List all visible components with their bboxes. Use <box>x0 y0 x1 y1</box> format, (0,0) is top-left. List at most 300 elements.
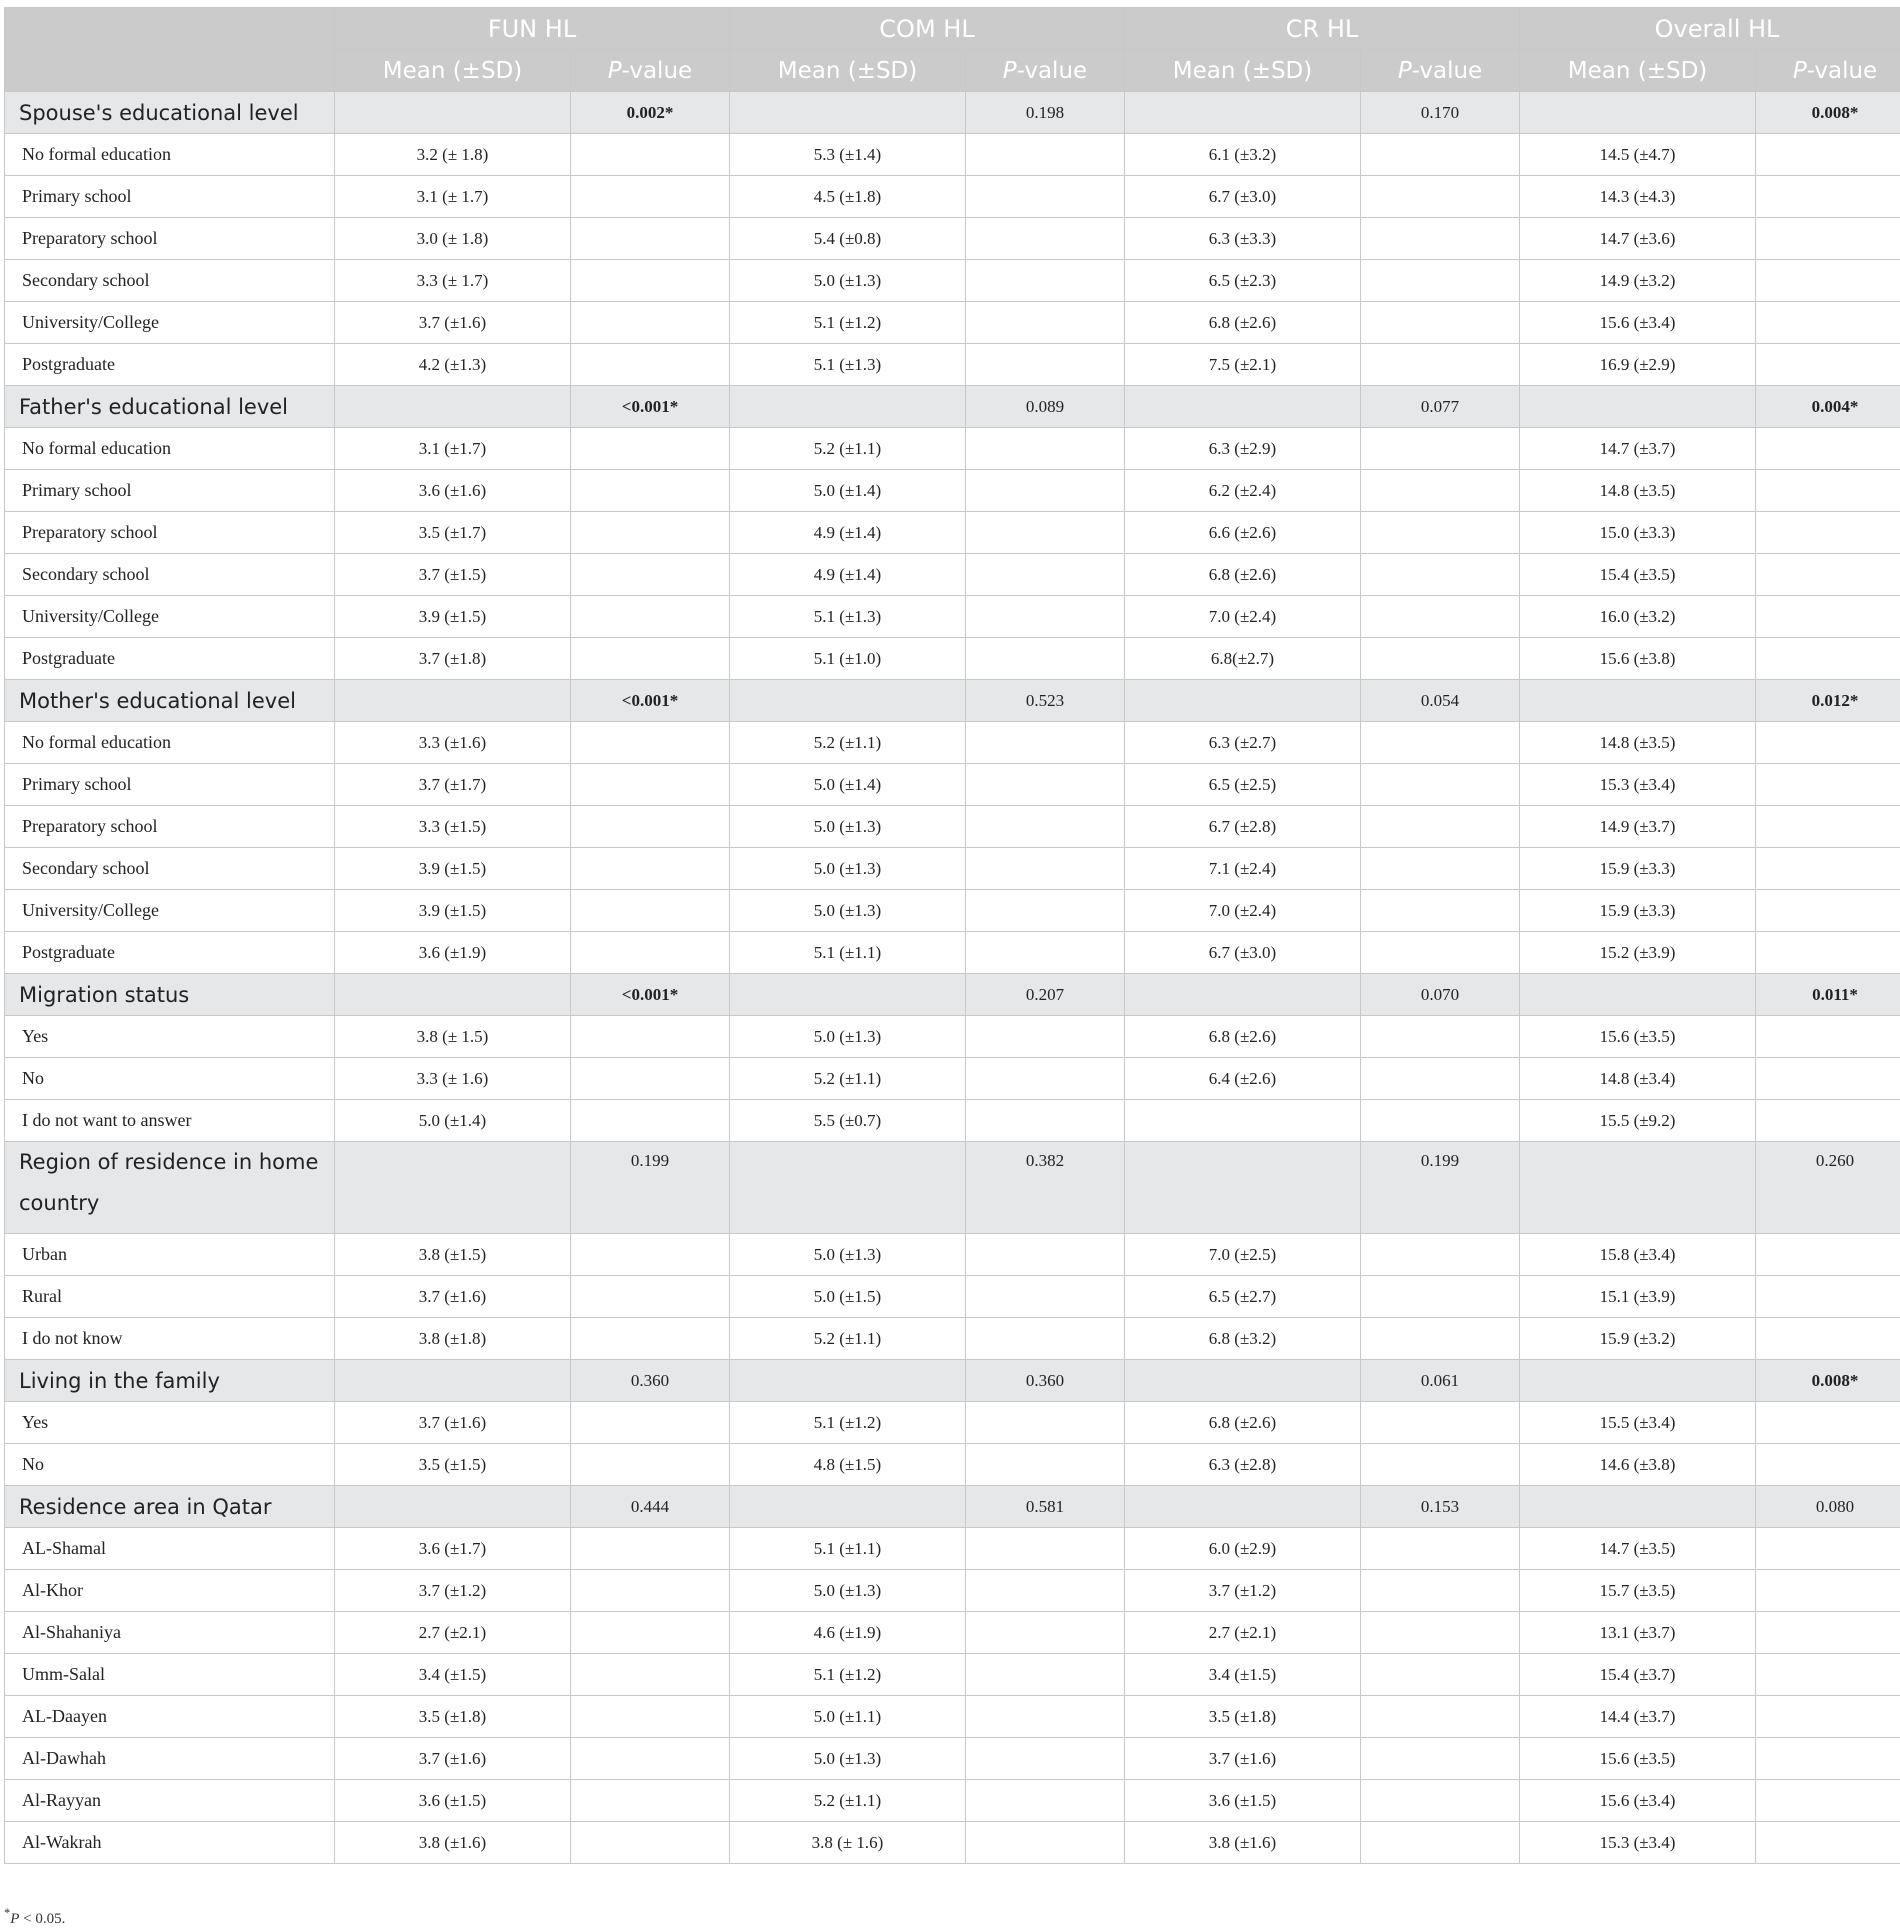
row-label: University/College <box>5 302 335 344</box>
row-label: Primary school <box>5 764 335 806</box>
p-value-cell-empty <box>1756 890 1900 932</box>
p-value-cell-empty <box>1361 596 1520 638</box>
mean-sd-cell: 15.9 (±3.3) <box>1520 848 1756 890</box>
p-value-cell-empty <box>1756 1528 1900 1570</box>
section-header-row <box>5 386 1900 428</box>
p-value-cell-empty <box>966 554 1125 596</box>
section-p-value: 0.012* <box>1756 680 1900 722</box>
mean-sd-cell: 6.4 (±2.6) <box>1125 1058 1361 1100</box>
p-value-cell-empty <box>571 176 730 218</box>
mean-sd-cell: 6.3 (±2.8) <box>1125 1444 1361 1486</box>
mean-sd-cell: 15.6 (±3.5) <box>1520 1016 1756 1058</box>
section-p-value: 0.004* <box>1756 386 1900 428</box>
health-literacy-table <box>4 7 1900 1864</box>
mean-sd-cell: 3.7 (±1.6) <box>335 302 571 344</box>
section-p-value: 0.080 <box>1756 1486 1900 1528</box>
table-row <box>5 260 1900 302</box>
section-mean-empty <box>1520 1360 1756 1402</box>
table-row <box>5 806 1900 848</box>
p-value-cell-empty <box>1361 764 1520 806</box>
p-value-cell-empty <box>1361 1234 1520 1276</box>
p-value-cell-empty <box>966 722 1125 764</box>
mean-sd-cell: 3.7 (±1.2) <box>335 1570 571 1612</box>
mean-sd-cell: 3.7 (±1.8) <box>335 638 571 680</box>
p-value-cell-empty <box>571 638 730 680</box>
section-p-value: 0.199 <box>1361 1142 1520 1234</box>
p-value-cell-empty <box>966 1528 1125 1570</box>
row-label: Preparatory school <box>5 806 335 848</box>
section-p-value: 0.199 <box>571 1142 730 1234</box>
section-p-value: 0.077 <box>1361 386 1520 428</box>
row-label: AL-Daayen <box>5 1696 335 1738</box>
section-p-value: 0.008* <box>1756 1360 1900 1402</box>
mean-sd-cell: 4.8 (±1.5) <box>730 1444 966 1486</box>
mean-sd-cell: 3.7 (±1.6) <box>335 1402 571 1444</box>
p-value-cell-empty <box>1756 1738 1900 1780</box>
mean-sd-cell: 6.0 (±2.9) <box>1125 1528 1361 1570</box>
p-value-cell-empty <box>1756 344 1900 386</box>
row-label: Postgraduate <box>5 344 335 386</box>
mean-sd-cell: 6.8(±2.7) <box>1125 638 1361 680</box>
p-value-cell-empty <box>571 932 730 974</box>
mean-sd-cell: 14.7 (±3.7) <box>1520 428 1756 470</box>
row-label: Yes <box>5 1016 335 1058</box>
p-value-cell-empty <box>571 344 730 386</box>
mean-sd-cell: 5.1 (±1.1) <box>730 1528 966 1570</box>
mean-sd-cell: 15.4 (±3.5) <box>1520 554 1756 596</box>
p-value-cell-empty <box>1361 1100 1520 1142</box>
p-value-cell-empty <box>1756 1444 1900 1486</box>
section-label: Mother's educational level <box>5 680 335 722</box>
p-value-cell-empty <box>1756 1780 1900 1822</box>
table-row <box>5 218 1900 260</box>
p-value-cell-empty <box>966 764 1125 806</box>
table-row <box>5 932 1900 974</box>
mean-sd-cell: 5.1 (±1.0) <box>730 638 966 680</box>
row-label: Al-Rayyan <box>5 1780 335 1822</box>
mean-sd-cell: 14.9 (±3.2) <box>1520 260 1756 302</box>
section-p-value: 0.382 <box>966 1142 1125 1234</box>
p-value-cell-empty <box>1756 512 1900 554</box>
section-label: Region of residence in home country <box>5 1142 335 1234</box>
p-value-cell-empty <box>966 638 1125 680</box>
mean-sd-cell: 3.6 (±1.6) <box>335 470 571 512</box>
mean-sd-cell: 3.5 (±1.5) <box>335 1444 571 1486</box>
section-mean-empty <box>730 1142 966 1234</box>
p-value-cell-empty <box>1361 1528 1520 1570</box>
section-p-value: 0.070 <box>1361 974 1520 1016</box>
p-value-cell-empty <box>571 1738 730 1780</box>
row-label: Urban <box>5 1234 335 1276</box>
p-value-cell-empty <box>966 1276 1125 1318</box>
p-value-cell-empty <box>1361 1016 1520 1058</box>
section-header-row <box>5 1486 1900 1528</box>
section-p-value: <0.001* <box>571 680 730 722</box>
mean-sd-cell: 3.3 (± 1.7) <box>335 260 571 302</box>
mean-sd-cell: 15.5 (±9.2) <box>1520 1100 1756 1142</box>
mean-sd-cell: 5.1 (±1.2) <box>730 302 966 344</box>
p-value-cell-empty <box>1361 722 1520 764</box>
section-mean-empty <box>1125 1142 1361 1234</box>
p-value-cell-empty <box>571 1822 730 1864</box>
p-value-header <box>1756 50 1900 92</box>
mean-sd-cell: 4.9 (±1.4) <box>730 554 966 596</box>
section-p-value: 0.523 <box>966 680 1125 722</box>
section-header-row <box>5 974 1900 1016</box>
p-value-cell-empty <box>1756 176 1900 218</box>
p-value-suffix: -value <box>622 58 693 84</box>
mean-sd-cell: 3.5 (±1.8) <box>335 1696 571 1738</box>
mean-sd-cell: 15.7 (±3.5) <box>1520 1570 1756 1612</box>
p-value-cell-empty <box>1756 638 1900 680</box>
p-value-cell-empty <box>1361 806 1520 848</box>
p-value-cell-empty <box>1756 1654 1900 1696</box>
table-row <box>5 1100 1900 1142</box>
p-value-cell-empty <box>1361 176 1520 218</box>
table-row <box>5 554 1900 596</box>
mean-sd-cell: 5.0 (±1.4) <box>730 764 966 806</box>
table-row <box>5 428 1900 470</box>
table-row <box>5 1822 1900 1864</box>
group-header: Overall HL <box>1520 8 1900 50</box>
mean-sd-cell: 2.7 (±2.1) <box>335 1612 571 1654</box>
mean-sd-cell: 7.0 (±2.4) <box>1125 596 1361 638</box>
section-mean-empty <box>1125 1486 1361 1528</box>
p-value-cell-empty <box>1756 1058 1900 1100</box>
p-value-cell-empty <box>571 1318 730 1360</box>
p-value-cell-empty <box>966 134 1125 176</box>
p-value-cell-empty <box>966 1612 1125 1654</box>
mean-sd-cell: 6.8 (±3.2) <box>1125 1318 1361 1360</box>
mean-sd-cell: 15.9 (±3.2) <box>1520 1318 1756 1360</box>
table-row <box>5 1570 1900 1612</box>
p-value-suffix: -value <box>1017 58 1088 84</box>
p-value-cell-empty <box>966 470 1125 512</box>
p-value-cell-empty <box>1361 554 1520 596</box>
p-value-cell-empty <box>571 218 730 260</box>
section-label: Residence area in Qatar <box>5 1486 335 1528</box>
mean-sd-cell: 3.7 (±1.2) <box>1125 1570 1361 1612</box>
p-value-cell-empty <box>1361 428 1520 470</box>
p-value-cell-empty <box>571 1444 730 1486</box>
section-p-value: 0.008* <box>1756 92 1900 134</box>
section-mean-empty <box>730 386 966 428</box>
table-row <box>5 1318 1900 1360</box>
p-value-cell-empty <box>966 1058 1125 1100</box>
mean-sd-cell: 15.4 (±3.7) <box>1520 1654 1756 1696</box>
row-label: No formal education <box>5 428 335 470</box>
mean-sd-cell: 6.8 (±2.6) <box>1125 1402 1361 1444</box>
mean-sd-cell: 5.3 (±1.4) <box>730 134 966 176</box>
section-p-value: 0.260 <box>1756 1142 1900 1234</box>
p-value-cell-empty <box>966 596 1125 638</box>
p-value-cell-empty <box>966 890 1125 932</box>
p-value-cell-empty <box>571 1696 730 1738</box>
section-label: Spouse's educational level <box>5 92 335 134</box>
p-value-cell-empty <box>1756 218 1900 260</box>
section-mean-empty <box>1520 386 1756 428</box>
mean-sd-cell: 7.0 (±2.4) <box>1125 890 1361 932</box>
p-value-cell-empty <box>1756 1696 1900 1738</box>
mean-sd-cell: 6.8 (±2.6) <box>1125 554 1361 596</box>
section-p-value: 0.061 <box>1361 1360 1520 1402</box>
p-value-cell-empty <box>966 932 1125 974</box>
p-value-cell-empty <box>1756 134 1900 176</box>
mean-sd-cell <box>1125 1100 1361 1142</box>
table-row <box>5 134 1900 176</box>
row-label: No <box>5 1444 335 1486</box>
p-value-cell-empty <box>1361 260 1520 302</box>
mean-sd-cell: 5.0 (±1.3) <box>730 890 966 932</box>
mean-sd-cell: 14.8 (±3.5) <box>1520 722 1756 764</box>
row-label: Rural <box>5 1276 335 1318</box>
section-p-value: 0.581 <box>966 1486 1125 1528</box>
mean-sd-cell: 3.4 (±1.5) <box>335 1654 571 1696</box>
p-value-cell-empty <box>571 260 730 302</box>
mean-sd-cell: 3.6 (±1.5) <box>1125 1780 1361 1822</box>
p-value-cell-empty <box>571 1402 730 1444</box>
table-row <box>5 1016 1900 1058</box>
p-value-cell-empty <box>966 1654 1125 1696</box>
p-value-cell-empty <box>571 512 730 554</box>
p-value-cell-empty <box>1756 1276 1900 1318</box>
row-label: AL-Shamal <box>5 1528 335 1570</box>
section-mean-empty <box>1520 1142 1756 1234</box>
mean-sd-cell: 5.1 (±1.2) <box>730 1402 966 1444</box>
mean-sd-cell: 5.2 (±1.1) <box>730 1318 966 1360</box>
mean-sd-cell: 5.0 (±1.3) <box>730 1016 966 1058</box>
p-value-cell-empty <box>1756 260 1900 302</box>
table-row <box>5 1780 1900 1822</box>
section-header-row <box>5 92 1900 134</box>
p-value-cell-empty <box>966 1780 1125 1822</box>
p-value-cell-empty <box>571 764 730 806</box>
p-value-cell-empty <box>1361 1822 1520 1864</box>
mean-sd-header: Mean (±SD) <box>1520 50 1756 92</box>
p-value-cell-empty <box>1361 932 1520 974</box>
p-value-cell-empty <box>571 722 730 764</box>
mean-sd-cell: 14.7 (±3.6) <box>1520 218 1756 260</box>
row-label: No formal education <box>5 722 335 764</box>
p-value-cell-empty <box>966 1696 1125 1738</box>
p-value-cell-empty <box>966 428 1125 470</box>
p-value-cell-empty <box>966 806 1125 848</box>
mean-sd-cell: 3.7 (±1.7) <box>335 764 571 806</box>
mean-sd-cell: 14.7 (±3.5) <box>1520 1528 1756 1570</box>
mean-sd-cell: 4.5 (±1.8) <box>730 176 966 218</box>
section-mean-empty <box>730 92 966 134</box>
p-value-cell-empty <box>571 806 730 848</box>
group-header: CR HL <box>1125 8 1520 50</box>
p-value-cell-empty <box>966 1738 1125 1780</box>
mean-sd-cell: 13.1 (±3.7) <box>1520 1612 1756 1654</box>
mean-sd-cell: 15.5 (±3.4) <box>1520 1402 1756 1444</box>
mean-sd-cell: 3.3 (±1.5) <box>335 806 571 848</box>
footnote-p-symbol: P <box>10 1911 19 1927</box>
p-value-cell-empty <box>1756 1234 1900 1276</box>
table-row <box>5 1528 1900 1570</box>
mean-sd-cell: 3.5 (±1.8) <box>1125 1696 1361 1738</box>
table-row <box>5 1738 1900 1780</box>
mean-sd-cell: 3.1 (± 1.7) <box>335 176 571 218</box>
mean-sd-cell: 7.0 (±2.5) <box>1125 1234 1361 1276</box>
footnote-text: < 0.05. <box>19 1911 65 1927</box>
mean-sd-cell: 5.4 (±0.8) <box>730 218 966 260</box>
p-value-cell-empty <box>1361 344 1520 386</box>
mean-sd-cell: 3.3 (± 1.6) <box>335 1058 571 1100</box>
table-row <box>5 890 1900 932</box>
section-mean-empty <box>335 386 571 428</box>
p-value-cell-empty <box>1361 1318 1520 1360</box>
row-label: Yes <box>5 1402 335 1444</box>
p-value-cell-empty <box>966 1234 1125 1276</box>
section-mean-empty <box>335 1360 571 1402</box>
section-mean-empty <box>1125 680 1361 722</box>
mean-sd-cell: 3.6 (±1.7) <box>335 1528 571 1570</box>
row-label: Al-Shahaniya <box>5 1612 335 1654</box>
p-value-cell-empty <box>571 1100 730 1142</box>
row-label: Umm-Salal <box>5 1654 335 1696</box>
footnote-mark: * <box>4 1906 10 1920</box>
mean-sd-cell: 5.1 (±1.2) <box>730 1654 966 1696</box>
mean-sd-cell: 5.0 (±1.3) <box>730 806 966 848</box>
mean-sd-cell: 7.1 (±2.4) <box>1125 848 1361 890</box>
row-label: No formal education <box>5 134 335 176</box>
section-mean-empty <box>335 1142 571 1234</box>
p-value-cell-empty <box>966 1100 1125 1142</box>
mean-sd-cell: 5.2 (±1.1) <box>730 722 966 764</box>
mean-sd-cell: 14.8 (±3.4) <box>1520 1058 1756 1100</box>
mean-sd-cell: 5.5 (±0.7) <box>730 1100 966 1142</box>
mean-sd-cell: 3.4 (±1.5) <box>1125 1654 1361 1696</box>
p-value-cell-empty <box>1361 1612 1520 1654</box>
p-value-cell-empty <box>571 1234 730 1276</box>
p-value-cell-empty <box>1756 806 1900 848</box>
section-mean-empty <box>1520 974 1756 1016</box>
p-value-cell-empty <box>571 554 730 596</box>
mean-sd-cell: 5.2 (±1.1) <box>730 1780 966 1822</box>
mean-sd-cell: 5.2 (±1.1) <box>730 428 966 470</box>
mean-sd-cell: 4.9 (±1.4) <box>730 512 966 554</box>
table-row <box>5 512 1900 554</box>
p-value-cell-empty <box>571 302 730 344</box>
mean-sd-cell: 6.8 (±2.6) <box>1125 302 1361 344</box>
section-p-value: 0.360 <box>571 1360 730 1402</box>
p-value-cell-empty <box>1756 848 1900 890</box>
p-value-cell-empty <box>1756 1822 1900 1864</box>
p-value-cell-empty <box>571 1780 730 1822</box>
mean-sd-cell: 4.6 (±1.9) <box>730 1612 966 1654</box>
p-value-cell-empty <box>571 1276 730 1318</box>
table-row <box>5 722 1900 764</box>
section-p-value: <0.001* <box>571 386 730 428</box>
p-value-suffix: -value <box>1807 58 1878 84</box>
mean-sd-cell: 3.8 (±1.5) <box>335 1234 571 1276</box>
table-row <box>5 302 1900 344</box>
mean-sd-cell: 6.5 (±2.3) <box>1125 260 1361 302</box>
mean-sd-cell: 6.3 (±2.9) <box>1125 428 1361 470</box>
mean-sd-cell: 3.1 (±1.7) <box>335 428 571 470</box>
section-mean-empty <box>730 680 966 722</box>
section-p-value: 0.011* <box>1756 974 1900 1016</box>
mean-sd-cell: 2.7 (±2.1) <box>1125 1612 1361 1654</box>
section-p-value: 0.054 <box>1361 680 1520 722</box>
p-value-cell-empty <box>1756 1100 1900 1142</box>
row-label: University/College <box>5 890 335 932</box>
p-value-cell-empty <box>966 1570 1125 1612</box>
table-row <box>5 1612 1900 1654</box>
section-header-row <box>5 1360 1900 1402</box>
p-value-cell-empty <box>571 134 730 176</box>
row-label: Postgraduate <box>5 638 335 680</box>
section-p-value: 0.170 <box>1361 92 1520 134</box>
p-value-cell-empty <box>1756 1570 1900 1612</box>
mean-sd-cell: 3.8 (±1.6) <box>1125 1822 1361 1864</box>
mean-sd-cell: 16.0 (±3.2) <box>1520 596 1756 638</box>
group-header: FUN HL <box>335 8 730 50</box>
section-mean-empty <box>730 1360 966 1402</box>
mean-sd-cell: 6.7 (±3.0) <box>1125 932 1361 974</box>
mean-sd-cell: 3.2 (± 1.8) <box>335 134 571 176</box>
row-label: I do not want to answer <box>5 1100 335 1142</box>
mean-sd-cell: 5.1 (±1.3) <box>730 596 966 638</box>
p-value-cell-empty <box>1361 1696 1520 1738</box>
mean-sd-cell: 6.5 (±2.7) <box>1125 1276 1361 1318</box>
row-label: I do not know <box>5 1318 335 1360</box>
mean-sd-cell: 6.3 (±3.3) <box>1125 218 1361 260</box>
footnote <box>4 1906 65 1928</box>
mean-sd-cell: 5.1 (±1.1) <box>730 932 966 974</box>
mean-sd-cell: 3.7 (±1.6) <box>335 1738 571 1780</box>
row-label: Secondary school <box>5 554 335 596</box>
mean-sd-cell: 6.1 (±3.2) <box>1125 134 1361 176</box>
p-value-header <box>966 50 1125 92</box>
section-p-value: 0.198 <box>966 92 1125 134</box>
p-value-cell-empty <box>1756 932 1900 974</box>
mean-sd-cell: 15.9 (±3.3) <box>1520 890 1756 932</box>
row-label: Al-Khor <box>5 1570 335 1612</box>
section-p-value: 0.002* <box>571 92 730 134</box>
p-value-cell-empty <box>1756 470 1900 512</box>
row-label: No <box>5 1058 335 1100</box>
section-mean-empty <box>335 1486 571 1528</box>
row-label: Secondary school <box>5 260 335 302</box>
p-value-suffix: -value <box>1412 58 1483 84</box>
p-value-cell-empty <box>1361 890 1520 932</box>
section-p-value: 0.360 <box>966 1360 1125 1402</box>
mean-sd-cell: 3.7 (±1.6) <box>335 1276 571 1318</box>
p-value-cell-empty <box>1361 302 1520 344</box>
p-value-cell-empty <box>1361 1738 1520 1780</box>
row-label: Primary school <box>5 470 335 512</box>
row-label: Al-Dawhah <box>5 1738 335 1780</box>
mean-sd-cell: 3.8 (±1.8) <box>335 1318 571 1360</box>
mean-sd-cell: 3.6 (±1.9) <box>335 932 571 974</box>
row-label: Preparatory school <box>5 512 335 554</box>
mean-sd-cell: 15.6 (±3.4) <box>1520 302 1756 344</box>
mean-sd-cell: 3.9 (±1.5) <box>335 848 571 890</box>
table-row <box>5 1276 1900 1318</box>
p-value-cell-empty <box>1756 1016 1900 1058</box>
table-body <box>5 92 1900 1864</box>
p-value-cell-empty <box>966 218 1125 260</box>
table-row <box>5 848 1900 890</box>
table-row <box>5 1696 1900 1738</box>
p-value-cell-empty <box>966 260 1125 302</box>
row-label: Postgraduate <box>5 932 335 974</box>
row-label: Preparatory school <box>5 218 335 260</box>
mean-sd-cell: 14.3 (±4.3) <box>1520 176 1756 218</box>
